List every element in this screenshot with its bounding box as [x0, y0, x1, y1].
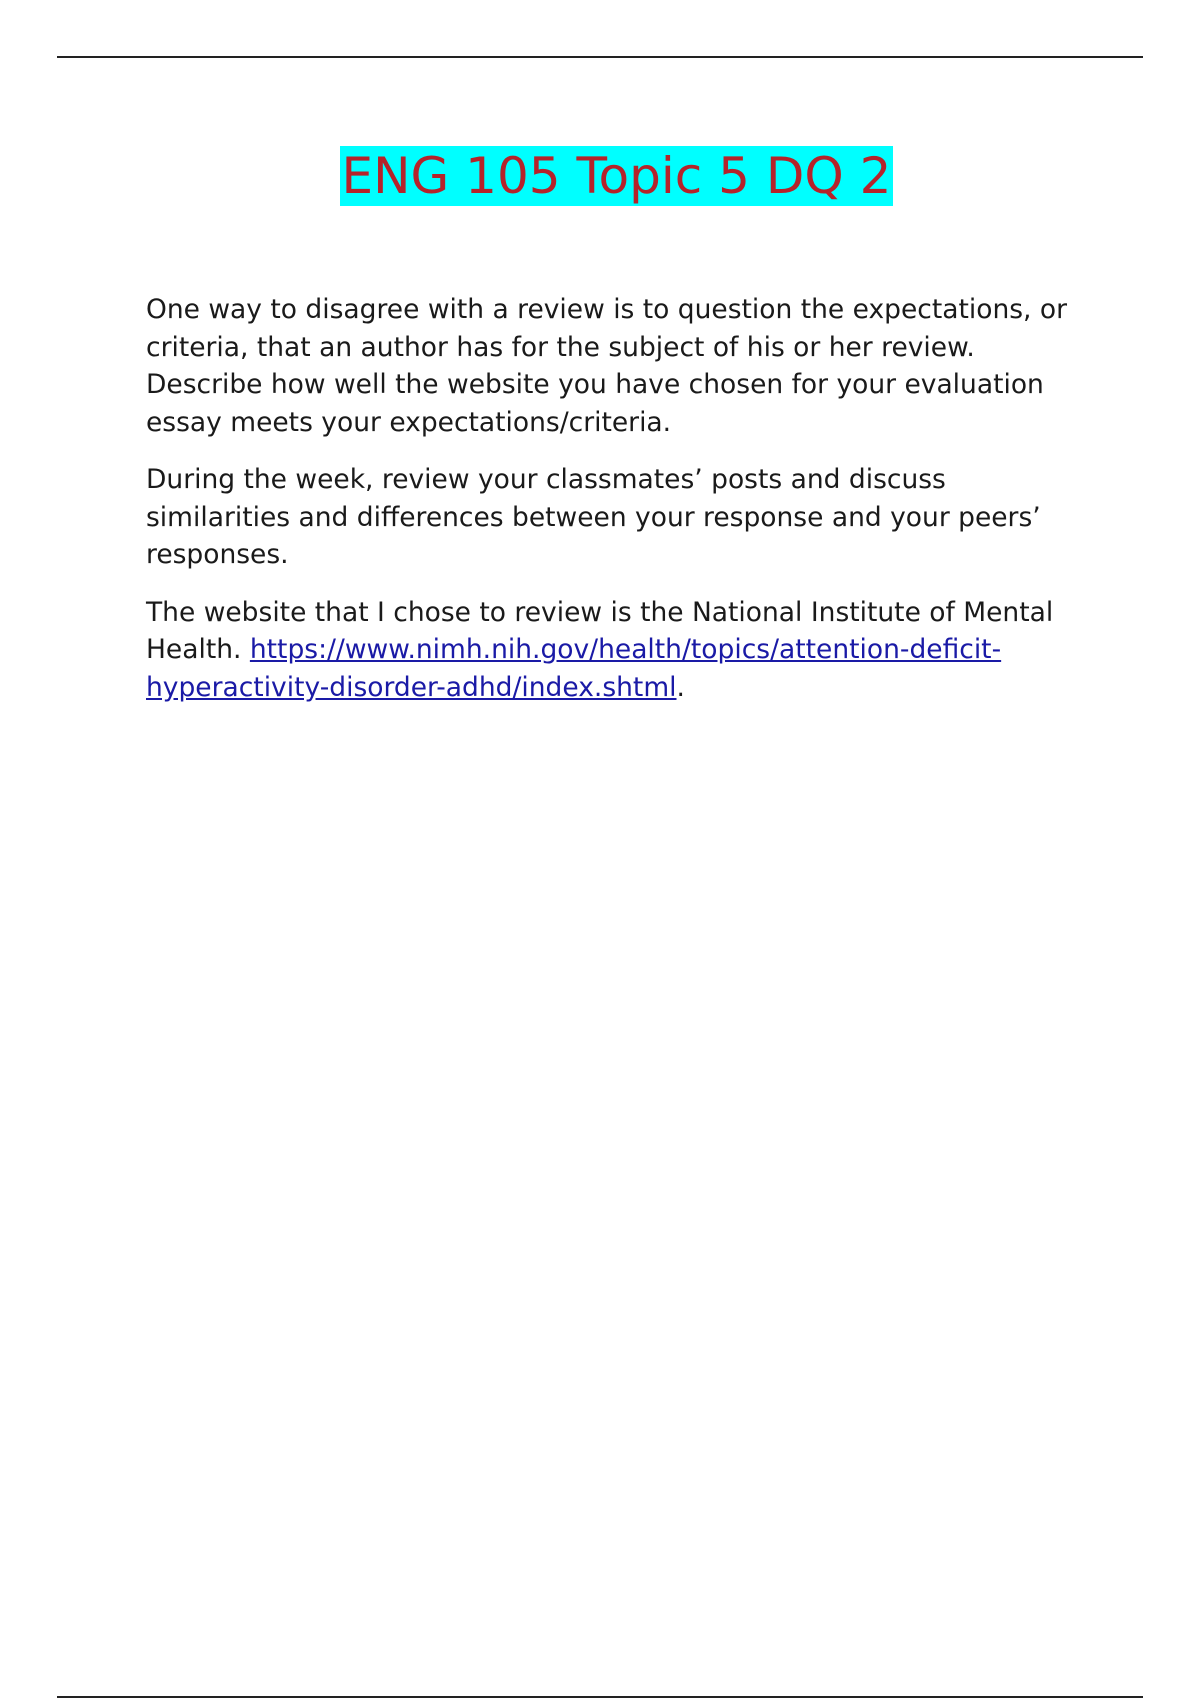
paragraph-response: [146, 594, 1086, 707]
paragraph-prompt: One way to disagree with a review is to question the expectations, or criteria, that an author has for the subject of his or her review. Describe how well the website you have chosen for your evaluation essay meets your expectations/criteria.: [146, 294, 1068, 438]
document-title: ENG 105 Topic 5 DQ 2: [341, 147, 892, 205]
bottom-rule: [57, 1696, 1143, 1698]
paragraph-instructions: During the week, review your classmates’ posts and discuss similarities and differences between your response and your peers’ responses.: [146, 464, 1041, 570]
top-rule: [57, 56, 1143, 58]
title-container: [0, 146, 1200, 206]
response-period: .: [676, 671, 685, 703]
response-text: The website that I chose to review is the National Institute of Mental Health.: [146, 596, 1054, 665]
document-body: [146, 291, 1086, 726]
nimh-adhd-link[interactable]: https://www.nimh.nih.gov/health/topics/attention-deficit-hyperactivity-disorder-adhd/index.shtml: [146, 634, 1002, 703]
